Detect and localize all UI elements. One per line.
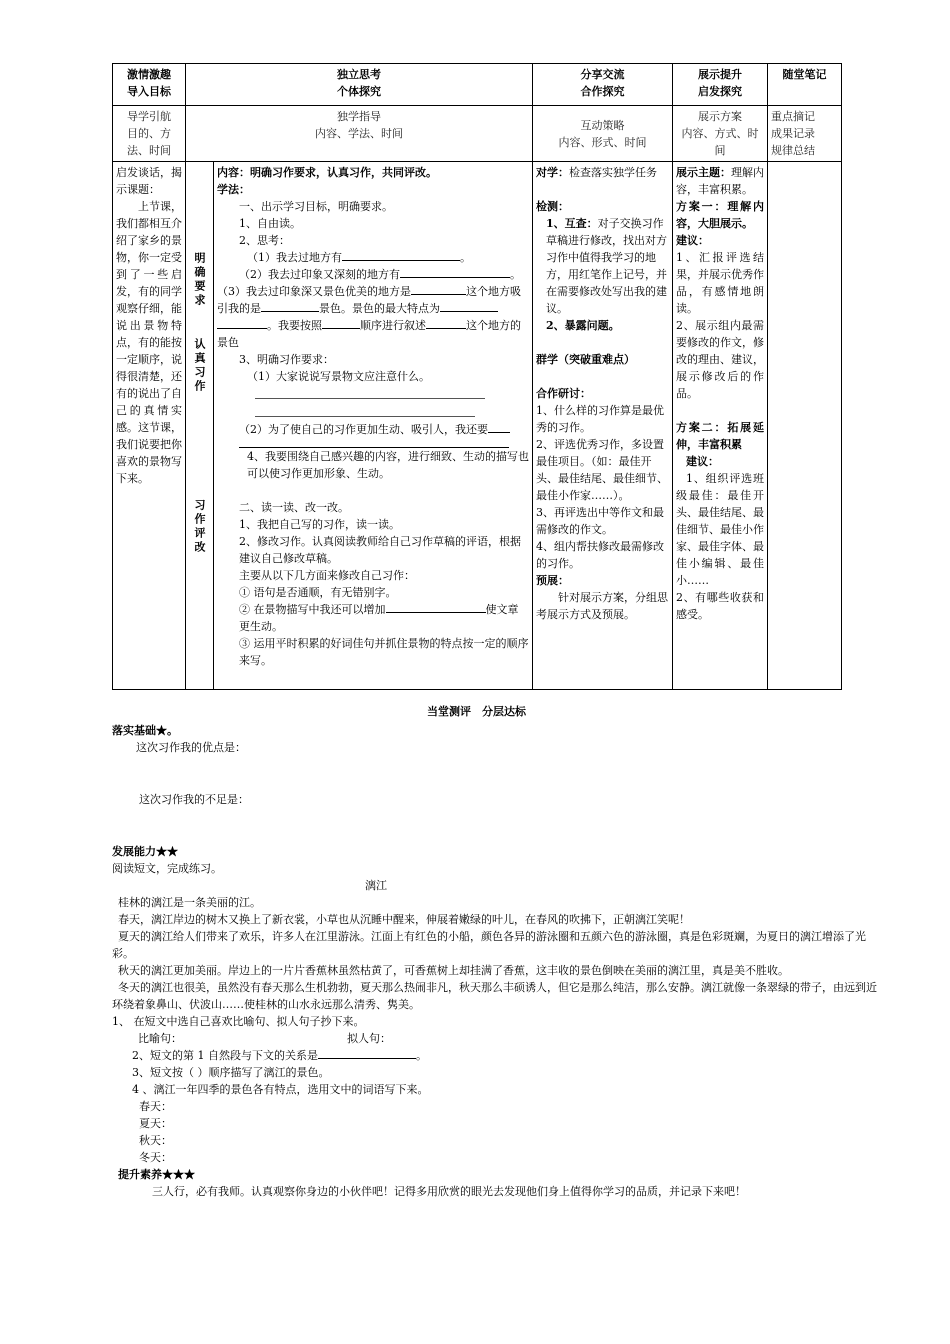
hezuo-2: 2、评选优秀习作，多设置最佳项目。（如：最佳开头、最佳结尾、最佳细节、最佳小作家……）。 — [536, 438, 668, 502]
answer-line-1[interactable] — [255, 389, 485, 399]
plan-1: 方案一：理解内容，大胆展示。 — [676, 200, 764, 230]
lesson-plan-table — [112, 63, 842, 690]
header-row — [113, 64, 842, 106]
content-row — [113, 162, 842, 690]
question-2: 2、短文的第 1 自然段与下文的关系是 。 — [132, 1049, 427, 1062]
cooperation-cell — [533, 162, 673, 690]
question-1-parts: 比喻句： 拟人句： — [138, 1032, 391, 1045]
jiance-label: 检测： — [536, 200, 569, 213]
header-cell-2: 独立思考 个体探究 — [186, 64, 533, 106]
answer-summer: 夏天： — [139, 1117, 172, 1130]
check-1: ① 语句是否通顺，有无错别字。 — [239, 586, 397, 599]
suggest-1: 建议： — [676, 234, 709, 247]
header-cell-3: 分享交流 合作探究 — [533, 64, 673, 106]
step-2-1: 1、我把自己写的习作，读一读。 — [239, 518, 400, 531]
subheader-cell-5: 重点摘记 成果记录 规律总结 — [768, 106, 842, 162]
step-1-4: 4、我要围绕自己感兴趣的内容，进行细致、生动的描写也可以使习作更加形象、生动。 — [247, 450, 529, 480]
question-3: 3、短文按（ ）顺序描写了漓江的景色。 — [132, 1066, 330, 1079]
essay-p5: 冬天的漓江也很美，虽然没有春天那么生机勃勃，夏天那么热闹非凡，秋天那么丰硕诱人，但它是那么纯洁，那么安静。漓江就像一条翠绿的带子，由远到近环绕着象鼻山、伏波山……使桂林的山水永远那么清秀、隽美。 — [112, 981, 877, 1011]
answer-autumn: 秋天： — [139, 1134, 172, 1147]
header-cell-4: 展示提升 启发探究 — [673, 64, 768, 106]
hezuo-1: 1、什么样的习作算是最优秀的习作。 — [536, 404, 664, 434]
suggest-2: 建议： — [686, 455, 719, 468]
zhuti: 展示主题：理解内容，丰富积累。 — [676, 166, 764, 196]
plan-1-item-1: 1、汇报评选结果，并展示优秀作品，有感情地朗读。 — [676, 251, 764, 315]
vertical-labels-cell — [186, 162, 214, 690]
plan-2: 方案二：拓展延伸，丰富积累 — [676, 421, 764, 451]
duixue: 对学：检查落实独学任务 — [536, 166, 657, 179]
req-1: （1）大家说说写景物文应注意什么。 — [247, 370, 430, 383]
basic-good: 这次习作我的优点是： — [136, 741, 246, 754]
subheader-cell-1: 导学引航 目的、方 法、时间 — [113, 106, 186, 162]
essay-p2: 春天，漓江岸边的树木又换上了新衣裳，小草也从沉睡中醒来，伸展着嫩绿的叶儿，在春风的吹拂下，正朝漓江笑呢！ — [118, 913, 690, 926]
check-2: ② 在景物描写中我还可以增加 使文章更生动。 — [239, 603, 519, 633]
subheader-cell-2: 独学指导 内容、学法、时间 — [186, 106, 533, 162]
improve-text: 三人行，必有我师。认真观察你身边的小伙伴吧！记得多用欣赏的眼光去发现他们身上值得你学习的品质，并记录下来吧！ — [152, 1185, 746, 1198]
essay-p1: 桂林的漓江是一条美丽的江。 — [118, 896, 261, 909]
step-2-2: 2、修改习作。认真阅读教师给自己习作草稿的评语，根据建议自己修改草稿。 — [239, 535, 521, 565]
question-4: 4 、漓江一年四季的景色各有特点，选用文中的词语写下来。 — [132, 1083, 429, 1096]
question-1: 1、 在短文中选自己喜欢比喻句、拟人句子抄下来。 — [112, 1015, 365, 1028]
qunxue-label: 群学（突破重难点） — [536, 353, 635, 366]
self-study-cell — [214, 162, 533, 690]
notes-cell[interactable] — [768, 162, 842, 690]
q-beautiful: （3）我去过印象深又景色优美的地方是 这个地方吸引我的是 景色。景色的最大特点为。我要按照 顺序进行叙述 这个地方的景色 — [217, 285, 521, 349]
vertical-label-2: 认真习作 — [193, 338, 206, 394]
plan-2-item-1: 1、组织评选班级最佳：最佳开头、最佳结尾、最佳细节、最佳小作家、最佳字体、最佳小编辑、最佳小…… — [676, 472, 764, 587]
yuzhan-label: 预展： — [536, 574, 569, 587]
step-2-3: 主要从以下几方面来修改自己习作： — [239, 569, 415, 582]
subheader-row — [113, 106, 842, 162]
develop-intro: 阅读短文，完成练习。 — [112, 862, 222, 875]
step-1-3: 3、明确习作要求： — [239, 353, 334, 366]
improve-title: 提升素养★★★ — [118, 1168, 195, 1181]
vertical-label-3: 习作评改 — [193, 499, 206, 555]
plan-2-item-2: 2、有哪些收获和感受。 — [676, 591, 764, 621]
header-cell-5: 随堂笔记 — [768, 64, 842, 106]
step-2: 二、读一读、改一改。 — [239, 501, 349, 514]
subheader-cell-3: 互动策略 内容、形式、时间 — [533, 106, 673, 162]
essay-p4: 秋天的漓江更加美丽。岸边上的一片片香蕉林虽然枯黄了，可香蕉树上却挂满了香蕉，这丰收的景色倒映在美丽的漓江里，真是美不胜收。 — [118, 964, 789, 977]
essay-title: 漓江 — [365, 879, 387, 892]
check-3: ③ 运用平时积累的好词佳句并抓住景物的特点按一定的顺序来写。 — [239, 637, 529, 667]
hezuo-4: 4、组内帮扶修改最需修改的习作。 — [536, 540, 664, 570]
hezuo-3: 3、再评选出中等作文和最需修改的作文。 — [536, 506, 664, 536]
guide-body: 上节课，我们都相互介绍了家乡的景物，你一定受到了一些启发，有的同学观察仔细，能说出景物特点，有的能按一定顺序，说得很清楚，还有的说出了自己的真情实感。这节课，我们说要把你喜欢的景物写下来。 — [116, 200, 182, 485]
vertical-label-1: 明确要求 — [193, 252, 206, 308]
header-cell-1: 激情激趣 导入目标 — [113, 64, 186, 106]
step-1: 一、出示学习目标，明确要求。 — [239, 200, 393, 213]
req-2: （2）为了使自己的习作更加生动、吸引人，我还要 — [217, 421, 529, 448]
method-label: 学法： — [217, 183, 250, 196]
develop-section — [112, 843, 882, 1200]
hezuo-label: 合作研讨： — [536, 387, 591, 400]
content-title: 内容：明确习作要求，认真习作，共同评改。 — [217, 166, 437, 179]
step-1-2: 2、思考： — [239, 234, 290, 247]
guide-intro: 启发谈话，揭示课题： — [116, 166, 182, 196]
section-title: 当堂测评 分层达标 — [427, 705, 526, 718]
q-impressive: （2）我去过印象又深刻的地方有 。 — [239, 268, 521, 281]
answer-line-2[interactable] — [255, 407, 475, 417]
basic-title: 落实基础★。 — [112, 724, 178, 737]
plan-1-item-2: 2、展示组内最需要修改的作文，修改的理由、建议，展示修改后的作品。 — [676, 319, 764, 400]
subheader-cell-4: 展示方案 内容、方式、时 间 — [673, 106, 768, 162]
baolu: 2、暴露问题。 — [546, 319, 620, 332]
essay-p3: 夏天的漓江给人们带来了欢乐，许多人在江里游泳。江面上有红色的小船，颜色各异的游泳圈和五颜六色的游泳圈，真是色彩斑斓，为夏日的漓江增添了光彩。 — [112, 930, 866, 960]
answer-spring: 春天： — [139, 1100, 172, 1113]
answer-winter: 冬天： — [139, 1151, 172, 1164]
basic-section — [112, 722, 882, 756]
step-1-1: 1、自由读。 — [239, 217, 301, 230]
guide-cell — [113, 162, 186, 690]
basic-bad-line — [112, 791, 882, 808]
hucha: 1、互查：对子交换习作草稿进行修改，找出对方习作中值得我学习的地方，用红笔作上记号，并在需要修改处写出我的建议。 — [546, 217, 667, 315]
q-places: （1）我去过地方有 。 — [247, 251, 471, 264]
yuzhan-text: 针对展示方案，分组思考展示方式及预展。 — [536, 591, 668, 621]
basic-bad: 这次习作我的不足是： — [139, 793, 249, 806]
develop-title: 发展能力★★ — [112, 845, 178, 858]
presentation-cell — [673, 162, 768, 690]
